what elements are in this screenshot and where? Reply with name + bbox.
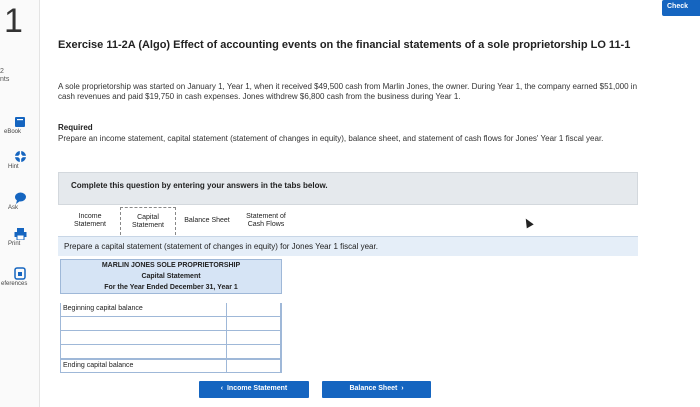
ending-capital-input[interactable] [226,359,281,373]
amount-input-1[interactable] [226,317,281,331]
left-toolbar [0,0,40,407]
amount-input-2[interactable] [226,331,281,345]
required-heading: Required [58,123,93,132]
print-tool[interactable]: Print [0,228,40,247]
chat-icon [14,192,27,204]
chevron-right-icon: › [401,385,404,392]
references-tool[interactable]: eferences [0,267,40,287]
ebook-tool[interactable]: eBook [0,116,40,135]
required-text: Prepare an income statement, capital statement (statement of changes in equity), balance sheet, and statement of cash flows for Jones' Year 1 fiscal year. [58,134,604,143]
hint-tool[interactable]: Hint [0,150,40,170]
references-icon [14,267,26,280]
table-row: Beginning capital balance [60,303,282,317]
tab-capital-statement[interactable]: Capital Statement [120,207,176,235]
printer-icon [14,228,27,240]
tab-cash-flows[interactable]: Statement of Cash Flows [238,207,294,235]
book-icon [14,116,26,128]
chevron-left-icon: ‹ [220,385,224,392]
mouse-cursor-icon [522,217,533,229]
tab-balance-sheet[interactable]: Balance Sheet [178,207,236,235]
capital-statement-header [60,259,282,294]
statement-name: Capital Statement [141,273,201,280]
question-number: 1 [4,2,23,40]
tab-prompt: Prepare a capital statement (statement of changes in equity) for Jones Year 1 fiscal year. [58,236,638,256]
exercise-title: Exercise 11-2A (Algo) Effect of accounting events on the financial statements of a sole proprietorship LO 11-1 [58,39,631,51]
amount-input-3[interactable] [226,345,281,359]
statement-period: For the Year Ended December 31, Year 1 [104,284,238,291]
next-tab-button[interactable]: Balance Sheet › [322,381,431,398]
problem-text: A sole proprietorship was started on January 1, Year 1, when it received $49,500 cash from Marlin Jones, the owner. During Year 1, the company earned $51,000 in cash revenues and paid $19,750 in cash expenses. Jones withdrew $6,800 cash from the business during Year 1. [58,82,638,101]
company-name: MARLIN JONES SOLE PROPRIETORSHIP [101,262,241,269]
instructions-banner: Complete this question by entering your answers in the tabs below. [58,172,638,205]
beginning-capital-input[interactable] [226,303,281,317]
prev-tab-button[interactable]: ‹ Income Statement [199,381,309,398]
points-label: 2 nts [0,68,10,83]
check-button[interactable]: Check [662,0,700,16]
ask-tool[interactable]: Ask [0,192,40,211]
tab-income-statement[interactable]: Income Statement [62,207,118,235]
lifebuoy-icon [14,150,27,163]
table-row: Ending capital balance [60,359,282,373]
